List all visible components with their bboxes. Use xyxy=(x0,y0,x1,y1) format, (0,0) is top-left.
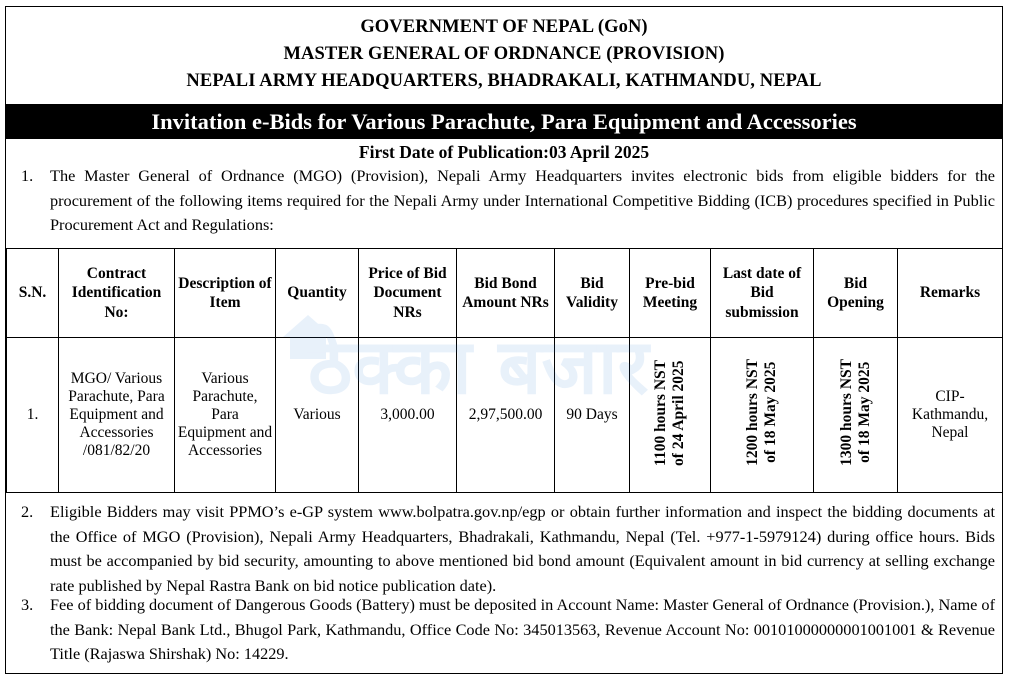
cell-bond: 2,97,500.00 xyxy=(457,338,555,493)
col-header-price: Price of Bid Document NRs xyxy=(359,249,457,338)
cell-validity: 90 Days xyxy=(555,338,630,493)
paragraph-2-number: 2. xyxy=(21,502,34,521)
header-mgo: MASTER GENERAL OF ORDNANCE (PROVISION) xyxy=(283,44,725,64)
col-header-description: Description of Item xyxy=(175,249,276,338)
col-header-contract: Contract Identification No: xyxy=(59,249,175,338)
paragraph-3-text: Fee of bidding document of Dangerous Goods (Battery) must be deposited in Account Name: Master General of Ordnance (Provision.), Name of the Bank: Nepal Bank Ltd., Bhugol Park, Kathmandu, Office Code No: 345013563, Revenue Account No: 00101000000001001001 & Revenue Title (Rajaswa Shirshak) No: 14229. xyxy=(50,595,995,663)
cell-price: 3,000.00 xyxy=(359,338,457,493)
cell-opening xyxy=(814,338,898,493)
prebid-datetime xyxy=(652,360,688,466)
paragraph-3 xyxy=(21,593,995,667)
col-header-prebid: Pre-bid Meeting xyxy=(630,249,711,338)
cell-quantity: Various xyxy=(276,338,359,493)
cell-remarks: CIP-Kathmandu, Nepal xyxy=(898,338,1003,493)
bid-table xyxy=(6,248,1003,493)
lastdate-date: of 18 May 2025 xyxy=(762,361,779,464)
cell-sn: 1. xyxy=(7,338,59,493)
lastdate-time: 1200 hours NST xyxy=(744,359,761,466)
cell-lastdate xyxy=(711,338,814,493)
col-header-remarks: Remarks xyxy=(898,249,1003,338)
header-nahq: NEPALI ARMY HEADQUARTERS, BHADRAKALI, KATHMANDU, NEPAL xyxy=(186,71,822,91)
paragraph-1 xyxy=(21,164,995,238)
col-header-opening: Bid Opening xyxy=(814,249,898,338)
cell-prebid xyxy=(630,338,711,493)
prebid-time: 1100 hours NST xyxy=(652,359,669,466)
table-row xyxy=(7,338,1003,493)
col-header-sn: S.N. xyxy=(7,249,59,338)
col-header-lastdate: Last date of Bid submission xyxy=(711,249,814,338)
col-header-quantity: Quantity xyxy=(276,249,359,338)
col-header-bond: Bid Bond Amount NRs xyxy=(457,249,555,338)
notice-title-banner: Invitation e-Bids for Various Parachute, Para Equipment and Accessories xyxy=(6,104,1002,139)
table-header-row xyxy=(7,249,1003,338)
opening-datetime xyxy=(838,359,874,466)
paragraph-2 xyxy=(21,500,995,598)
opening-date: of 18 May 2025 xyxy=(855,361,873,464)
paragraph-3-number: 3. xyxy=(21,595,34,614)
notice-frame xyxy=(5,6,1003,674)
prebid-date: of 24 April 2025 xyxy=(670,359,687,466)
paragraph-1-number: 1. xyxy=(21,166,34,185)
lastdate-datetime xyxy=(744,359,780,466)
paragraph-2-text: Eligible Bidders may visit PPMO’s e-GP system www.bolpatra.gov.np/egp or obtain further information and inspect the bidding documents at the Office of MGO (Provision), Nepali Army Headquarters, Bhadrakali, Kathmandu, Nepal (Tel. +977-1-5979124) during office hours. Bids must be accompanied by bid security, amounting to above mentioned bid bond amount (Equivalent amount in bid currency at selling exchange rate published by Nepal Rastra Bank on bid notice publication date). xyxy=(50,502,995,595)
cell-contract: MGO/ Various Parachute, Para Equipment and Accessories /081/82/20 xyxy=(59,338,175,493)
paragraph-1-text: The Master General of Ordnance (MGO) (Provision), Nepali Army Headquarters invites electronic bids from eligible bidders for the procurement of the following items required for the Nepali Army under International Competitive Bidding (ICB) procedures specified in Public Procurement Act and Regulations: xyxy=(50,166,995,234)
watermark-text: ठेक्का बजार xyxy=(308,322,649,411)
cell-description: Various Parachute, Para Equipment and Accessories xyxy=(175,338,276,493)
opening-time: 1300 hours NST xyxy=(837,359,855,466)
header-gon: GOVERNMENT OF NEPAL (GoN) xyxy=(360,17,648,37)
publication-date: First Date of Publication:03 April 2025 xyxy=(358,142,650,162)
col-header-validity: Bid Validity xyxy=(555,249,630,338)
